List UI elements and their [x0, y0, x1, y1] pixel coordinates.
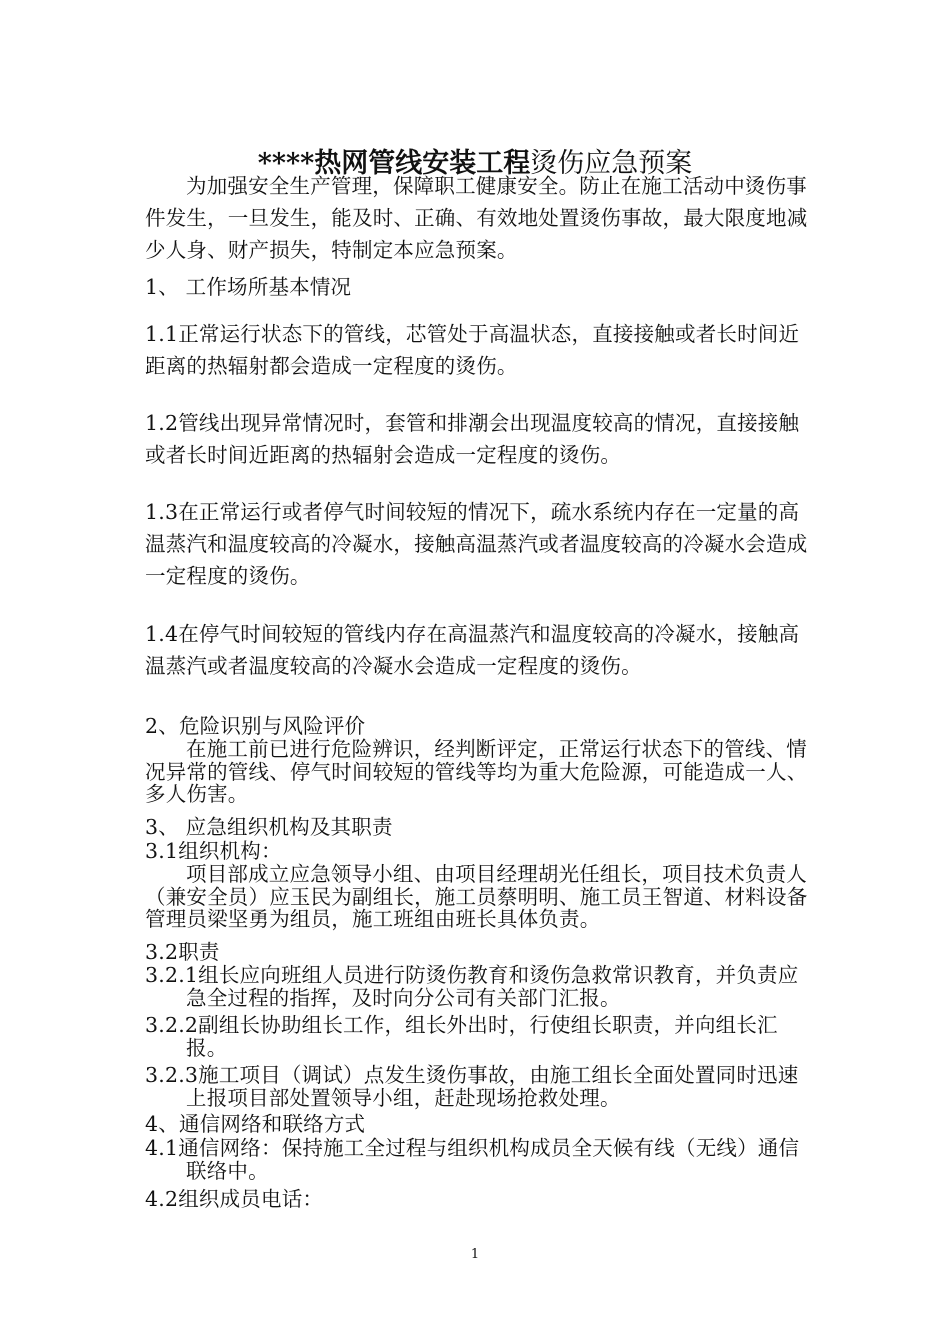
section-3-heading: 3、 应急组织机构及其职责	[145, 815, 393, 839]
paragraph-1-3: 1.3在正常运行或者停气时间较短的情况下，疏水系统内存在一定量的高温蒸汽和温度较高的冷凝水，接触高温蒸汽或者温度较高的冷凝水会造成一定程度的烫伤。	[145, 500, 808, 588]
intro-paragraph: 为加强安全生产管理，保障职工健康安全。防止在施工活动中烫伤事件发生，一旦发生，能及时、正确、有效地处置烫伤事故，最大限度地减少人身、财产损失，特制定本应急预案。	[145, 174, 808, 262]
title-plan-name: 烫伤应急预案	[530, 148, 693, 180]
section-1-heading: 1、 工作场所基本情况	[145, 275, 352, 299]
paragraph-3-1-body: 项目部成立应急领导小组、由项目经理胡光任组长，项目技术负责人（兼安全员）应玉民为副组长，施工员蔡明明、施工员王智道、材料设备管理员梁坚勇为组员，施工班组由班长具体负责。	[145, 862, 808, 931]
paragraph-2-body: 在施工前已进行危险辨识，经判断评定，正常运行状态下的管线、情况异常的管线、停气时间较短的管线等均为重大危险源，可能造成一人、多人伤害。	[145, 737, 808, 806]
paragraph-4-2: 4.2组织成员电话：	[145, 1187, 324, 1211]
paragraph-3-1-heading: 3.1组织机构：	[145, 839, 282, 863]
paragraph-3-2-2: 3.2.2副组长协助组长工作，组长外出时，行使组长职责，并向组长汇报。	[145, 1013, 778, 1060]
paragraph-1-2: 1.2管线出现异常情况时，套管和排潮会出现温度较高的情况，直接接触或者长时间近距离的热辐射会造成一定程度的烫伤。	[145, 411, 800, 467]
title-project-name: ****热网管线安装工程	[257, 148, 531, 180]
section-4-heading: 4、通信网络和联络方式	[145, 1112, 366, 1136]
paragraph-4-1: 4.1通信网络：保持施工全过程与组织机构成员全天候有线（无线）通信联络中。	[145, 1136, 800, 1183]
paragraph-3-2-heading: 3.2职责	[145, 940, 220, 964]
section-2-heading: 2、危险识别与风险评价	[145, 714, 366, 738]
paragraph-3-2-1: 3.2.1组长应向班组人员进行防烫伤教育和烫伤急救常识教育，并负责应急全过程的指挥，及时向分公司有关部门汇报。	[145, 963, 799, 1010]
paragraph-3-2-3: 3.2.3施工项目（调试）点发生烫伤事故，由施工组长全面处置同时迅速上报项目部处置领导小组，赶赴现场抢救处理。	[145, 1063, 799, 1110]
page-number: 1	[470, 1247, 480, 1262]
paragraph-1-4: 1.4在停气时间较短的管线内存在高温蒸汽和温度较高的冷凝水，接触高温蒸汽或者温度较高的冷凝水会造成一定程度的烫伤。	[145, 622, 800, 678]
paragraph-1-1: 1.1正常运行状态下的管线，芯管处于高温状态，直接接触或者长时间近距离的热辐射都会造成一定程度的烫伤。	[145, 322, 800, 378]
